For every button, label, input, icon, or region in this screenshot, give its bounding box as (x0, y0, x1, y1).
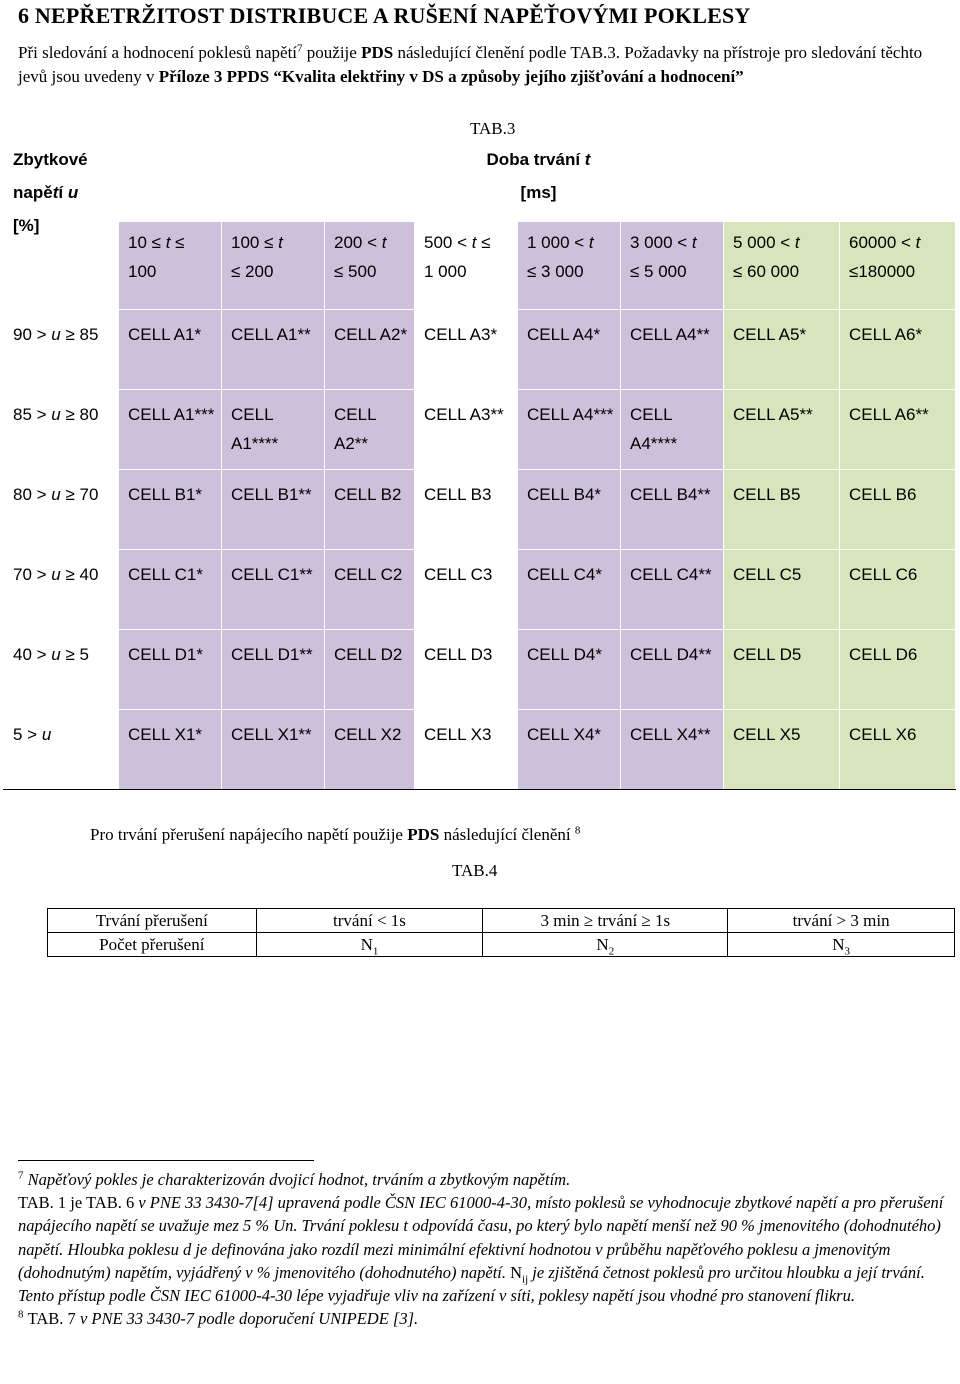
footnote-separator (18, 1160, 314, 1161)
tab3-row (4, 550, 956, 630)
tab3-cell: CELL C4** (621, 550, 724, 630)
tab3-cell: CELL C6 (840, 550, 956, 630)
tab3-cell: CELL A4**** (621, 390, 724, 470)
tab3-range-header: 200 < t ≤ 500 (325, 222, 415, 310)
tab3-cell: CELL B1** (222, 470, 325, 550)
tab3-row (4, 710, 956, 790)
footnotes (18, 1168, 948, 1330)
tab3-cell: CELL B2 (325, 470, 415, 550)
tab3-cell: CELL D2 (325, 630, 415, 710)
tab4-row-count (48, 933, 955, 957)
tab3-cell: CELL D3 (415, 630, 518, 710)
tab3-left-header: Zbytkové napětí u [%] (4, 141, 119, 310)
tab3-range-header: 5 000 < t ≤ 60 000 (724, 222, 840, 310)
tab3-cell: CELL C1** (222, 550, 325, 630)
tab3-row (4, 470, 956, 550)
tab3-cell: CELL A1*** (119, 390, 222, 470)
tab3-row-label: 90 > u ≥ 85 (4, 310, 119, 390)
tab3-row-label: 80 > u ≥ 70 (4, 470, 119, 550)
tab3-row-label: 70 > u ≥ 40 (4, 550, 119, 630)
tab3-cell: CELL A4*** (518, 390, 621, 470)
tab3-cell: CELL A1* (119, 310, 222, 390)
tab3-cell: CELL A6** (840, 390, 956, 470)
tab3-range-header: 3 000 < t ≤ 5 000 (621, 222, 724, 310)
tab3-cell: CELL X4** (621, 710, 724, 790)
tab3-cell: CELL B3 (415, 470, 518, 550)
tab4-cell: trvání < 1s (256, 909, 483, 933)
tab3-cell: CELL A3** (415, 390, 518, 470)
tab3-cell: CELL A4* (518, 310, 621, 390)
footnote-7: $^7$ Napěťový pokles je charakterizován dvojicí hodnot, trváním a zbytkovým napětím. (18, 1169, 571, 1189)
tab3-cell: CELL B4* (518, 470, 621, 550)
intro-paragraph: Při sledování a hodnocení poklesů napětí$^7$ použije PDS následující členění podle TAB.3. Požadavky na přístroje pro sledování těchto jevů jsou uvedeny v Příloze 3 PPDS “Kvalita elektřiny v DS a způsoby jejího zjišťování a hodnocení” (18, 42, 923, 86)
footnote-ref-7[interactable]: 7 (297, 42, 303, 55)
tab3-row-label: 40 > u ≥ 5 (4, 630, 119, 710)
tab3-range-row[interactable] (4, 222, 956, 310)
tab3-cell: CELL C5 (724, 550, 840, 630)
tab4-caption: TAB.4 (452, 861, 498, 880)
tab3-cell: CELL A3* (415, 310, 518, 390)
tab4-cell: $N_3$ (728, 933, 955, 957)
tab3-cell: CELL C1* (119, 550, 222, 630)
tab3-header-row[interactable] (4, 141, 956, 222)
tab3-cell: CELL D1** (222, 630, 325, 710)
tab3-range-header: 500 < t ≤ 1 000 (415, 222, 518, 310)
tab3-row (4, 390, 956, 470)
section-heading: 6 NEPŘETRŽITOST DISTRIBUCE A RUŠENÍ NAPĚŤOVÝMI POKLESY (18, 3, 751, 28)
tab4-cell: Trvání přerušení (48, 909, 257, 933)
tab3-cell: CELL X4* (518, 710, 621, 790)
tab3-cell: CELL D6 (840, 630, 956, 710)
tab3-cell: CELL C3 (415, 550, 518, 630)
tab4-cell: $N_2$ (483, 933, 728, 957)
tab4-table (47, 908, 955, 957)
tab3-row (4, 630, 956, 710)
tab3-cell: CELL C4* (518, 550, 621, 630)
tab3-cell: CELL A1**** (222, 390, 325, 470)
tab3-range-header: 10 ≤ t ≤ 100 (119, 222, 222, 310)
tab3-cell: CELL X5 (724, 710, 840, 790)
tab3-row-label: 85 > u ≥ 80 (4, 390, 119, 470)
tab3-cell: CELL C2 (325, 550, 415, 630)
tab4-cell: Počet přerušení (48, 933, 257, 957)
tab3-range-header: 60000 < t ≤180000 (840, 222, 956, 310)
tab3-cell: CELL A6* (840, 310, 956, 390)
tab3-cell: CELL X1** (222, 710, 325, 790)
tab3-cell: CELL D1* (119, 630, 222, 710)
tab3-row (4, 310, 956, 390)
tab3-range-header: 100 ≤ t ≤ 200 (222, 222, 325, 310)
tab4-intro: Pro trvání přerušení napájecího napětí použije PDS následující členění $^8$ (90, 824, 581, 844)
tab3-cell: CELL X3 (415, 710, 518, 790)
tab3-cell: CELL X1* (119, 710, 222, 790)
tab3-cell: CELL X6 (840, 710, 956, 790)
tab3-cell: CELL X2 (325, 710, 415, 790)
tab3-cell: CELL D5 (724, 630, 840, 710)
tab4-cell: 3 min ≥ trvání ≥ 1s (483, 909, 728, 933)
tab4-row-duration (48, 909, 955, 933)
tab3-cell: CELL B6 (840, 470, 956, 550)
tab3-cell: CELL B4** (621, 470, 724, 550)
tab3-cell: CELL A2* (325, 310, 415, 390)
tab3-range-header: 1 000 < t ≤ 3 000 (518, 222, 621, 310)
footnote-8: $^8$ TAB. 7 v PNE 33 3430-7 podle doporučení UNIPEDE [3]. (18, 1308, 419, 1329)
tab3-cell: CELL A4** (621, 310, 724, 390)
tab3-cell: CELL D4** (621, 630, 724, 710)
tab3-table (3, 140, 956, 790)
tab4-cell: trvání > 3 min (728, 909, 955, 933)
tab3-cell: CELL A5* (724, 310, 840, 390)
tab3-cell: CELL A2** (325, 390, 415, 470)
tab3-cell: CELL D4* (518, 630, 621, 710)
tab4-cell: $N_1$ (256, 933, 483, 957)
tab3-row-label: 5 > u (4, 710, 119, 790)
tab3-caption: TAB.3 (470, 119, 516, 138)
tab3-cell: CELL A5** (724, 390, 840, 470)
tab3-cell: CELL B5 (724, 470, 840, 550)
tab3-cell: CELL B1* (119, 470, 222, 550)
tab3-cell: CELL A1** (222, 310, 325, 390)
tab3-duration-header: Doba trvání t [ms] (119, 141, 956, 222)
footnote-7-detail: TAB. 1 je TAB. 6 v PNE 33 3430-7[4] upravená podle ČSN IEC 61000-4-30, místo poklesů se vyhodnocuje zbytkové napětí a pro přerušení napájecího napětí se uvažuje mez 5 % Un. Trvání poklesu t odpovídá času, po který bylo napětí menší než 90 % jmenovitého (dohodnutého) napětí. Hloubka poklesu d je definována jako rozdíl mezi minimální efektivní hodnotou v průběhu napěťového poklesu a jmenovitým (dohodnutým) napětím, vyjádřený v % jmenovitého (dohodnutého) napětí. $N_{ij}$ je zjištěná četnost poklesů pro určitou hloubku a její trvání. Tento přístup podle ČSN IEC 61000-4-30 lépe vyjadřuje vliv na zařízení v síti, poklesy napětí jsou vhodné pro stanovení flikru. (18, 1193, 944, 1306)
footnote-ref-8[interactable]: 8 (574, 824, 581, 837)
